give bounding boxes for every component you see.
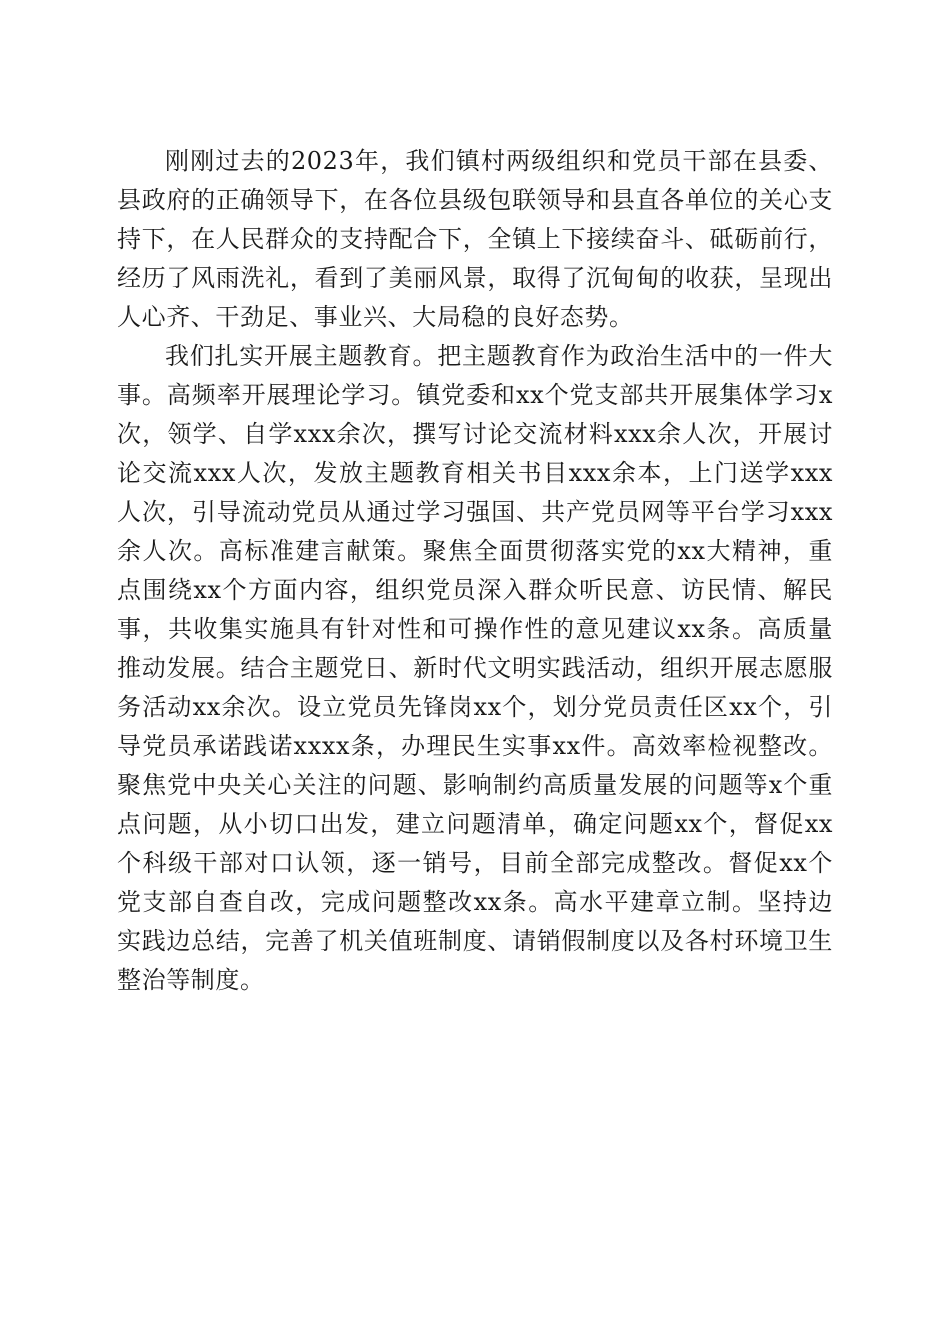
paragraph-theme-education: 我们扎实开展主题教育。把主题教育作为政治生活中的一件大事。高频率开展理论学习。镇党委和xx个党支部共开展集体学习x次，领学、自学xxx余次，撰写讨论交流材料xxx余人次，开展讨论交流xxx人次，发放主题教育相关书目xxx余本，上门送学xxx人次，引导流动党员从通过学习强国、共产党员网等平台学习xxx余人次。高标准建言献策。聚焦全面贯彻落实党的xx大精神，重点围绕xx个方面内容，组织党员深入群众听民意、访民情、解民事，共收集实施具有针对性和可操作性的意见建议xx条。高质量推动发展。结合主题党日、新时代文明实践活动，组织开展志愿服务活动xx余次。设立党员先锋岗xx个，划分党员责任区xx个，引导党员承诺践诺xxxx条，办理民生实事xx件。高效率检视整改。聚焦党中央关心关注的问题、影响制约高质量发展的问题等x个重点问题，从小切口出发，建立问题清单，确定问题xx个，督促xx个科级干部对口认领，逐一销号，目前全部完成整改。督促xx个党支部自查自改，完成问题整改xx条。高水平建章立制。坚持边实践边总结，完善了机关值班制度、请销假制度以及各村环境卫生整治等制度。 — [117, 342, 833, 994]
document-page — [117, 142, 833, 1000]
paragraph-summary: 刚刚过去的2023年，我们镇村两级组织和党员干部在县委、县政府的正确领导下，在各位县级包联领导和县直各单位的关心支持下，在人民群众的支持配合下，全镇上下接续奋斗、砥砺前行，经历了风雨洗礼，看到了美丽风景，取得了沉甸甸的收获，呈现出人心齐、干劲足、事业兴、大局稳的良好态势。 — [117, 147, 833, 331]
